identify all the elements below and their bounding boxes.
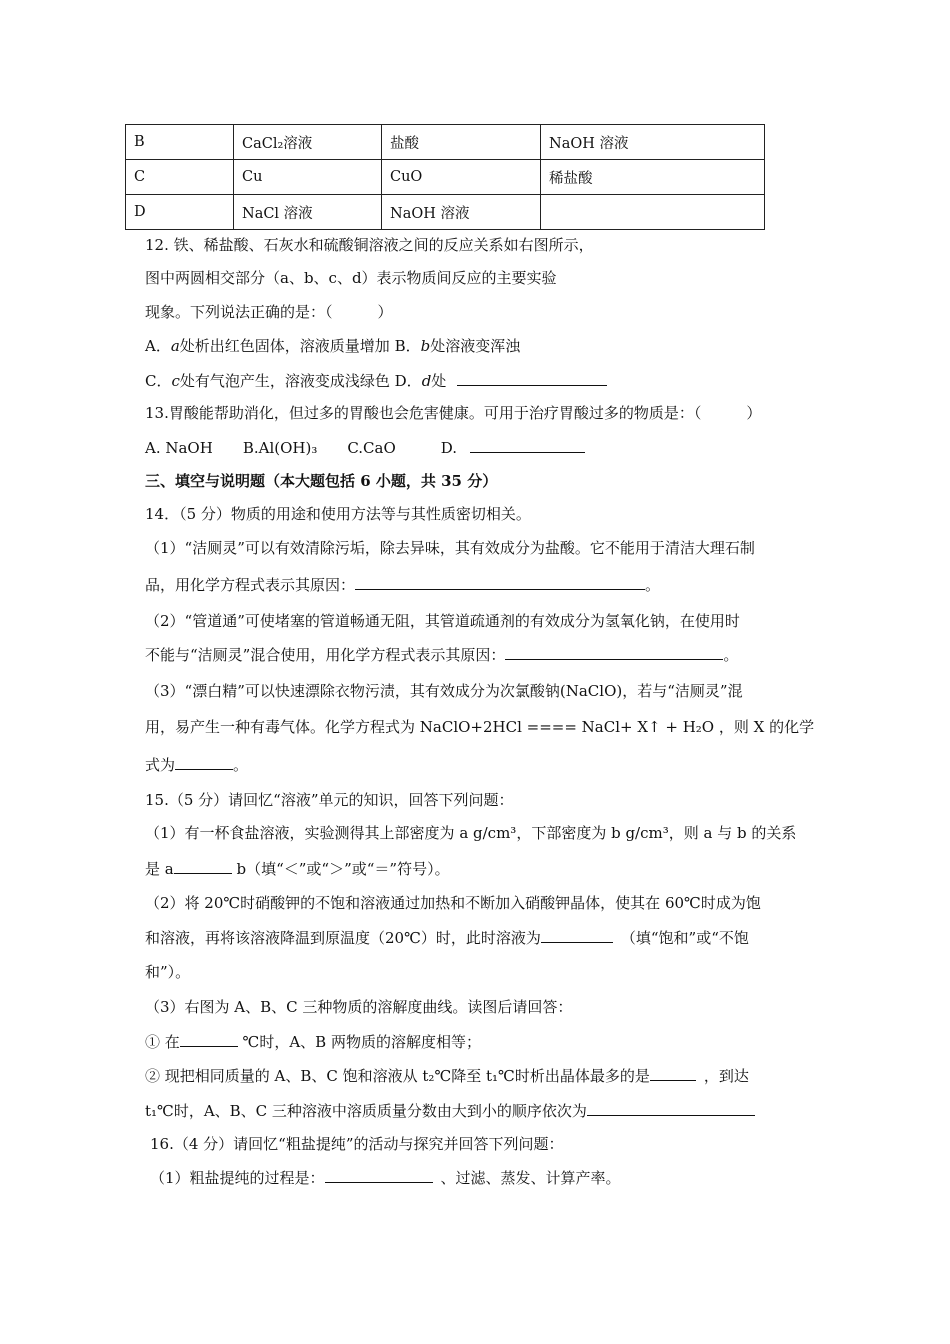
q14-part1-a: （1）“洁厕灵”可以有效清除污垢，除去异味，其有效成分为盐酸。它不能用于清洁大理石制 <box>145 539 755 557</box>
table-cell: B <box>126 125 234 160</box>
q16-line1: 16.（4 分）请回忆“粗盐提纯”的活动与探究并回答下列问题： <box>150 1135 564 1153</box>
question-text: ① 在 <box>145 1033 180 1051</box>
answer-blank[interactable] <box>355 573 645 590</box>
question-text: ℃时，A、B 两物质的溶解度相等； <box>237 1033 481 1051</box>
question-text: ② 现把相同质量的 A、B、C 饱和溶液从 t₂℃降至 t₁℃时析出晶体最多的是 <box>145 1067 650 1085</box>
table-row <box>126 125 765 160</box>
question-text: 不能与“洁厕灵”混合使用，用化学方程式表示其原因： <box>145 646 506 664</box>
option-text: A. NaOH B.Al(OH)₃ C.CaO D. <box>145 439 458 457</box>
variable: c <box>171 372 180 390</box>
q13-line1: 13.胃酸能帮助消化，但过多的胃酸也会危害健康。可用于治疗胃酸过多的物质是：（ ） <box>145 404 762 422</box>
table-row <box>126 160 765 195</box>
q15-part2-a: （2）将 20℃时硝酸钾的不饱和溶液通过加热和不断加入硝酸钾晶体，使其在 60℃时成为饱 <box>145 894 761 912</box>
answer-blank[interactable] <box>650 1064 696 1081</box>
q15-part3-ii-b <box>145 1099 755 1121</box>
table-cell <box>541 195 765 230</box>
table-cell: Cu <box>234 160 382 195</box>
q15-line1: 15.（5 分）请回忆“溶液”单元的知识，回答下列问题： <box>145 791 514 809</box>
q14-part2-a: （2）“管道通”可使堵塞的管道畅通无阻，其管道疏通剂的有效成分为氢氧化钠，在使用时 <box>145 612 740 630</box>
question-text: 、过滤、蒸发、计算产率。 <box>440 1169 621 1187</box>
question-text: ，到达 <box>703 1067 749 1085</box>
table-cell: CuO <box>382 160 541 195</box>
answer-blank[interactable] <box>174 857 232 874</box>
q13-options <box>145 436 585 458</box>
answer-blank[interactable] <box>505 643 723 660</box>
q14-line1: 14．（5 分）物质的用途和使用方法等与其性质密切相关。 <box>145 505 531 523</box>
q14-part3-c <box>145 753 248 775</box>
table-cell: CaCl₂溶液 <box>234 125 382 160</box>
answer-blank[interactable] <box>470 436 585 453</box>
q14-part3-b: 用，易产生一种有毒气体。化学方程式为 NaClO+2HCl ==== NaCl+ X↑ + H₂O ，则 X 的化学 <box>145 718 815 736</box>
variable: b <box>420 337 431 355</box>
q12-option-cd <box>145 369 607 391</box>
table-cell: NaOH 溶液 <box>541 125 765 160</box>
answer-blank[interactable] <box>325 1166 433 1183</box>
q15-part1-b <box>145 857 450 879</box>
question-text: 品，用化学方程式表示其原因： <box>145 576 356 594</box>
question-text: b（填“＜”或“＞”或“＝”符号）。 <box>231 860 450 878</box>
answer-blank[interactable] <box>180 1030 238 1047</box>
option-text: C． <box>145 372 172 390</box>
punctuation: 。 <box>723 646 739 664</box>
variable: a <box>170 337 180 355</box>
question-text: 是 a <box>145 860 174 878</box>
table-cell: NaOH 溶液 <box>382 195 541 230</box>
punctuation: 。 <box>233 756 249 774</box>
q15-part3-ii-a <box>145 1064 749 1086</box>
question-text: 式为 <box>145 756 176 774</box>
question-text: （1）粗盐提纯的过程是： <box>150 1169 325 1187</box>
q12-option-ab <box>145 335 520 356</box>
variable: d <box>421 372 432 390</box>
q14-part2-b <box>145 643 738 665</box>
option-text: 处 <box>431 372 447 390</box>
q12-line3: 现象。下列说法正确的是：（ ） <box>145 303 393 321</box>
punctuation: 。 <box>645 576 661 594</box>
answer-blank[interactable] <box>175 753 233 770</box>
q15-part3: （3）右图为 A、B、C 三种物质的溶解度曲线。读图后请回答： <box>145 998 573 1016</box>
answer-blank[interactable] <box>457 369 607 386</box>
q15-part3-i <box>145 1030 481 1052</box>
table-cell: D <box>126 195 234 230</box>
q14-part3-a: （3）“漂白精”可以快速漂除衣物污渍，其有效成分为次氯酸钠(NaClO)，若与“洁厕灵”混 <box>145 682 743 700</box>
question-text: 和溶液，再将该溶液降温到原温度（20℃）时，此时溶液为 <box>145 929 541 947</box>
options-table <box>125 124 765 230</box>
option-text: 处析出红色固体，溶液质量增加 B． <box>179 337 421 355</box>
q12-line2: 图中两圆相交部分（a、b、c、d）表示物质间反应的主要实验 <box>145 269 557 287</box>
table-cell: NaCl 溶液 <box>234 195 382 230</box>
q14-part1-b <box>145 573 660 595</box>
answer-blank[interactable] <box>541 926 613 943</box>
q15-part2-c: 和”）。 <box>145 963 191 981</box>
table-cell: 稀盐酸 <box>541 160 765 195</box>
option-text: 处有气泡产生，溶液变成浅绿色 D． <box>179 372 422 390</box>
q15-part2-b <box>145 926 749 948</box>
option-text: A． <box>145 337 171 355</box>
q16-part1 <box>150 1166 621 1188</box>
question-text: t₁℃时，A、B、C 三种溶液中溶质质量分数由大到小的顺序依次为 <box>145 1102 587 1120</box>
table-cell: C <box>126 160 234 195</box>
option-text: 处溶液变浑浊 <box>430 337 521 355</box>
question-text: （填“饱和”或“不饱 <box>620 929 749 947</box>
q15-part1-a: （1）有一杯食盐溶液，实验测得其上部密度为 a g/cm³，下部密度为 b g/cm³，则 a 与 b 的关系 <box>145 824 797 842</box>
answer-blank[interactable] <box>587 1099 755 1116</box>
table-cell: 盐酸 <box>382 125 541 160</box>
q12-line1: 12. 铁、稀盐酸、石灰水和硫酸铜溶液之间的反应关系如右图所示， <box>145 236 594 254</box>
section-heading: 三、填空与说明题（本大题包括 6 小题，共 35 分） <box>145 472 498 490</box>
table-row <box>126 195 765 230</box>
